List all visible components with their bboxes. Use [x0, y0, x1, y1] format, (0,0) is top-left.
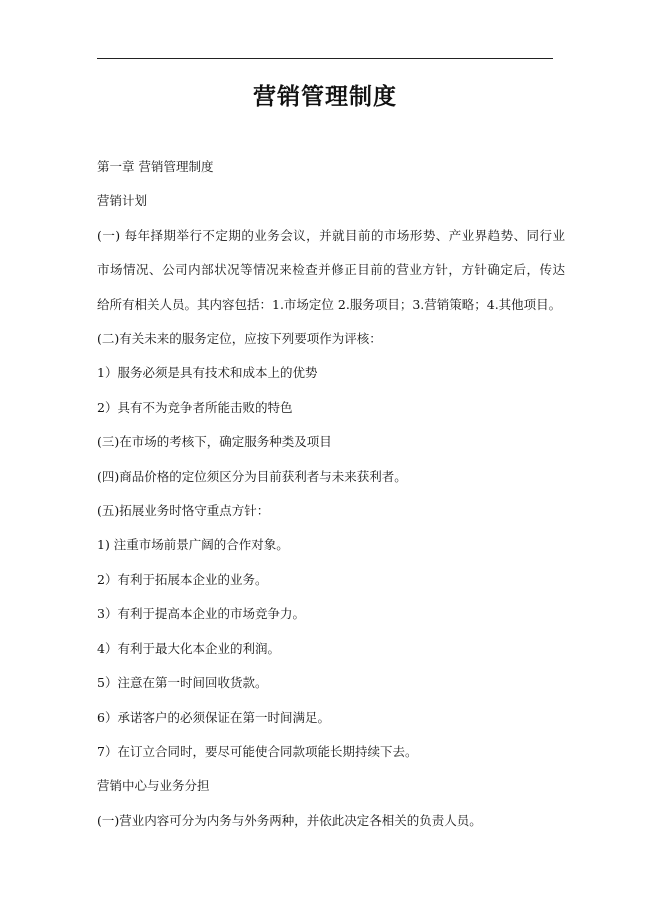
list-item: (三)在市场的考核下，确定服务种类及项目: [97, 434, 332, 450]
document-body: [97, 150, 565, 838]
list-item: 6）承诺客户的必须保证在第一时间满足。: [97, 709, 330, 725]
list-item: (四)商品价格的定位须区分为目前获利者与未来获利者。: [97, 468, 407, 484]
list-item: 5）注意在第一时间回收货款。: [97, 675, 268, 691]
section-heading-marketing-plan: 营销计划: [97, 193, 148, 209]
section-heading-center-division: 营销中心与业务分担: [97, 778, 210, 794]
list-item: 3）有利于提高本企业的市场竞争力。: [97, 606, 305, 622]
list-item: 1) 注重市场前景广阔的合作对象。: [97, 537, 289, 553]
list-item: 2）有利于拓展本企业的业务。: [97, 571, 268, 587]
paragraph-line: 给所有相关人员。其内容包括：1.市场定位 2.服务项目；3.营销策略；4.其他项目。: [97, 296, 562, 312]
paragraph-line: (一) 每年择期举行不定期的业务会议，并就目前的市场形势、产业界趋势、同行业: [97, 227, 565, 243]
chapter-heading: 第一章 营销管理制度: [97, 159, 214, 174]
document-title: 营销管理制度: [253, 84, 397, 110]
list-item: (五)拓展业务时恪守重点方针：: [97, 503, 270, 519]
list-item: 1）服务必须是具有技术和成本上的优势: [97, 365, 318, 381]
list-item: (二)有关未来的服务定位，应按下列要项作为评核：: [97, 331, 382, 347]
list-item: 7）在订立合同时，要尽可能使合同款项能长期持续下去。: [97, 743, 418, 759]
list-item: 2）具有不为竞争者所能击败的特色: [97, 399, 293, 415]
paragraph-line: 市场情况、公司内部状况等情况来检查并修正目前的营业方针，方针确定后，传达: [97, 262, 565, 278]
header-rule: [97, 58, 553, 59]
list-item: 4）有利于最大化本企业的利润。: [97, 640, 280, 656]
list-item: (一)营业内容可分为内务与外务两种，并依此决定各相关的负责人员。: [97, 812, 482, 828]
